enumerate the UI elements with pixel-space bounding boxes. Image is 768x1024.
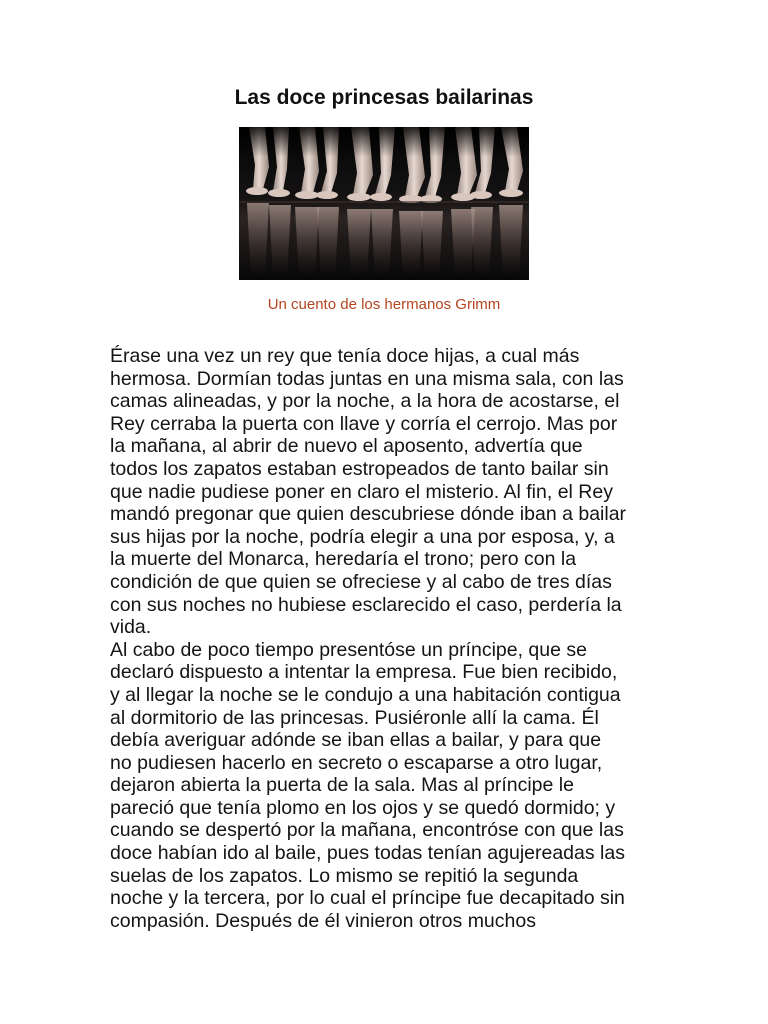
text-line: que nadie pudiese poner en claro el misterio. Al fin, el Rey [110,480,613,503]
text-line: cuando se despertó por la mañana, encontróse con que las [110,819,624,842]
text-line: todos los zapatos estaban estropeados de tanto bailar sin [110,457,609,480]
text-line: condición de que quien se ofreciese y al cabo de tres días [110,570,612,593]
text-line: camas alineadas, y por la noche, a la hora de acostarse, el [110,390,620,413]
text-line: con sus noches no hubiese esclarecido el caso, perdería la [110,593,622,616]
text-line: debía averiguar adónde se iban ellas a bailar, y para que [110,729,602,752]
text-line: hermosa. Dormían todas juntas en una misma sala, con las [110,367,624,390]
document-title: Las doce princesas bailarinas [234,86,534,109]
text-line: al dormitorio de las princesas. Pusiéronle allí la cama. Él [110,706,599,729]
text-line: dejaron abierta la puerta de la sala. Mas al príncipe le [110,774,574,797]
text-line: Rey cerraba la puerta con llave y corría el cerrojo. Mas por [110,412,618,435]
text-line: y al llegar la noche se le condujo a una habitación contigua [110,683,621,706]
text-line: doce habían ido al baile, pues todas tenían agujereadas las [110,842,625,865]
paragraph-2 [110,639,660,933]
text-line: la mañana, al abrir de nuevo el aposento, advertía que [110,435,583,458]
ballet-dancers-feet-photo [239,127,529,280]
text-line: compasión. Después de él vinieron otros muchos [110,909,536,932]
document-subtitle: Un cuento de los hermanos Grimm [267,296,501,313]
text-line: sus hijas por la noche, podría elegir a una por esposa, y, a [110,525,615,548]
text-line: mandó pregonar que quien descubriese dónde iban a bailar [110,503,627,526]
text-line: pareció que tenía plomo en los ojos y se quedó dormido; y [110,796,616,819]
text-line: Érase una vez un rey que tenía doce hijas, a cual más [110,345,580,367]
text-line: vida. [110,616,152,639]
paragraph-1 [110,345,660,639]
text-line: Al cabo de poco tiempo presentóse un príncipe, que se [110,638,587,661]
text-line: declaró dispuesto a intentar la empresa. Fue bien recibido, [110,661,618,684]
text-line: la muerte del Monarca, heredaría el trono; pero con la [110,548,577,571]
text-line: suelas de los zapatos. Lo mismo se repitió la segunda [110,864,579,887]
text-line: no pudiesen hacerlo en secreto o escaparse a otro lugar, [110,751,603,774]
text-line: noche y la tercera, por lo cual el príncipe fue decapitado sin [110,887,625,910]
story-body [110,345,660,932]
